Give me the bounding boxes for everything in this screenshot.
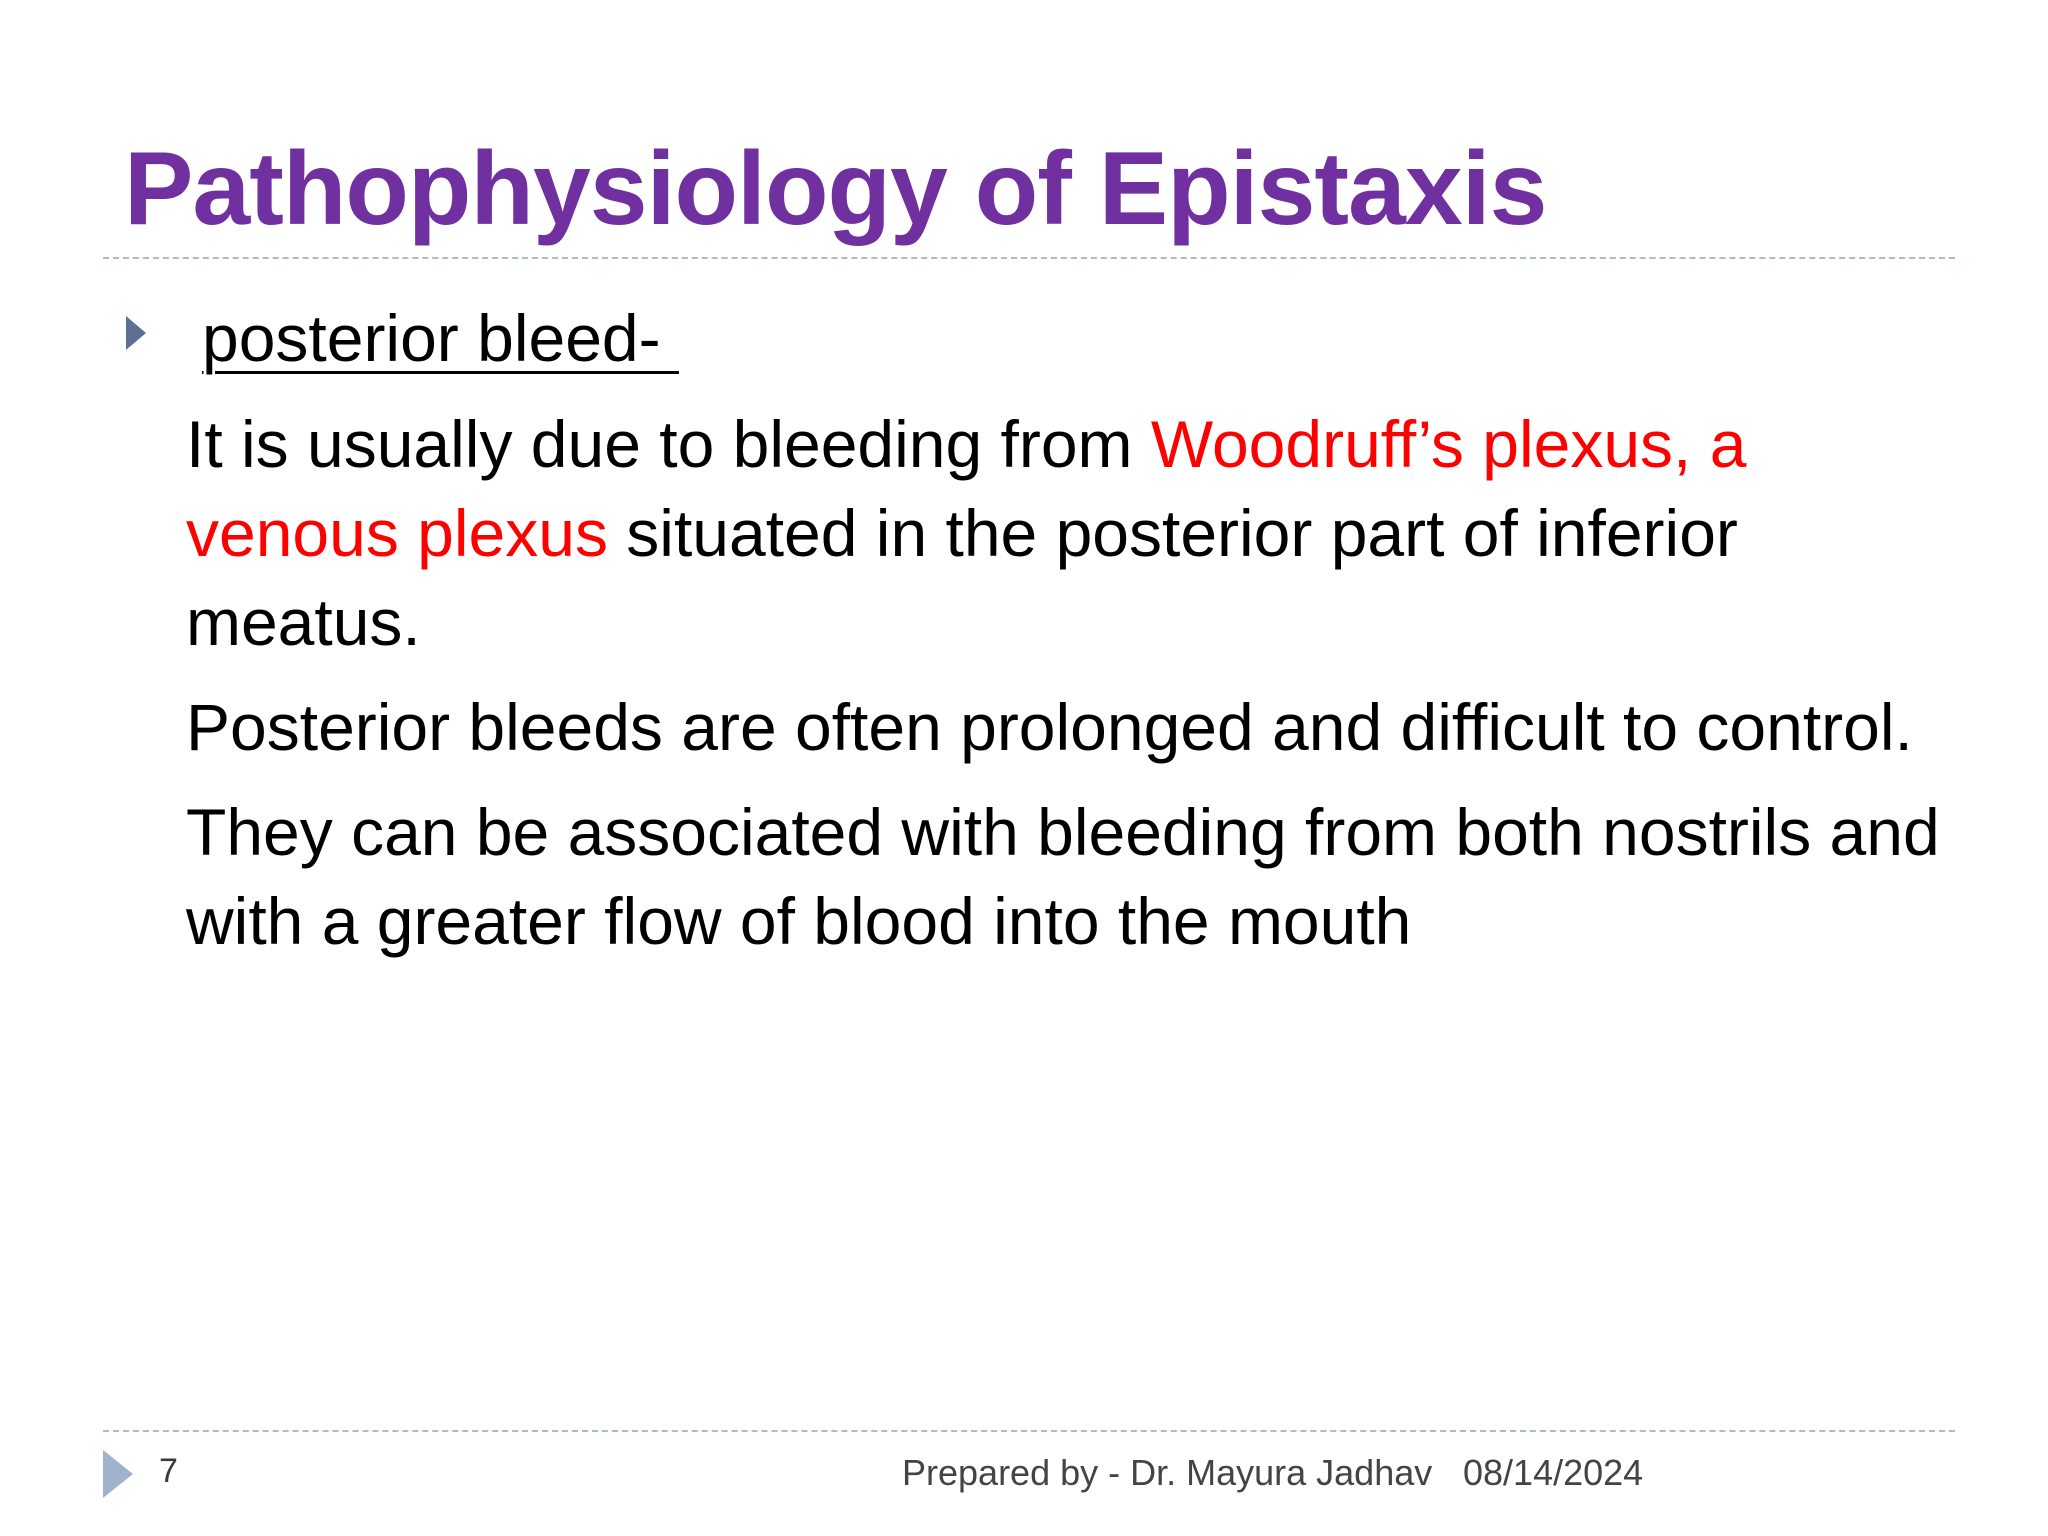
footer-arrow-icon bbox=[103, 1450, 133, 1498]
bullet-item bbox=[126, 300, 679, 376]
footer-divider bbox=[103, 1430, 1955, 1432]
slide-body bbox=[186, 400, 1946, 982]
page-number: 7 bbox=[159, 1452, 178, 1490]
paragraph-text: situated in the posterior part of inferior meatus. bbox=[186, 496, 1738, 659]
highlight-text: Woodruff’s plexus, a venous plexus bbox=[186, 407, 1747, 570]
paragraph-prolonged: Posterior bleeds are often prolonged and difficult to control. bbox=[186, 690, 1913, 764]
slide-title: Pathophysiology of Epistaxis bbox=[124, 131, 1547, 247]
paragraph-text: It is usually due to bleeding from bbox=[186, 407, 1151, 481]
bullet-arrow-icon bbox=[126, 316, 146, 350]
footer-date: 08/14/2024 bbox=[1463, 1452, 1644, 1493]
footer-author: Prepared by - Dr. Mayura Jadhav bbox=[902, 1452, 1433, 1493]
title-divider bbox=[103, 257, 1955, 259]
paragraph-nostrils: They can be associated with bleeding from both nostrils and with a greater flow of blood into the mouth bbox=[186, 795, 1940, 958]
paragraph-woodruff bbox=[186, 400, 1946, 667]
bullet-heading: posterior bleed- bbox=[202, 301, 679, 375]
